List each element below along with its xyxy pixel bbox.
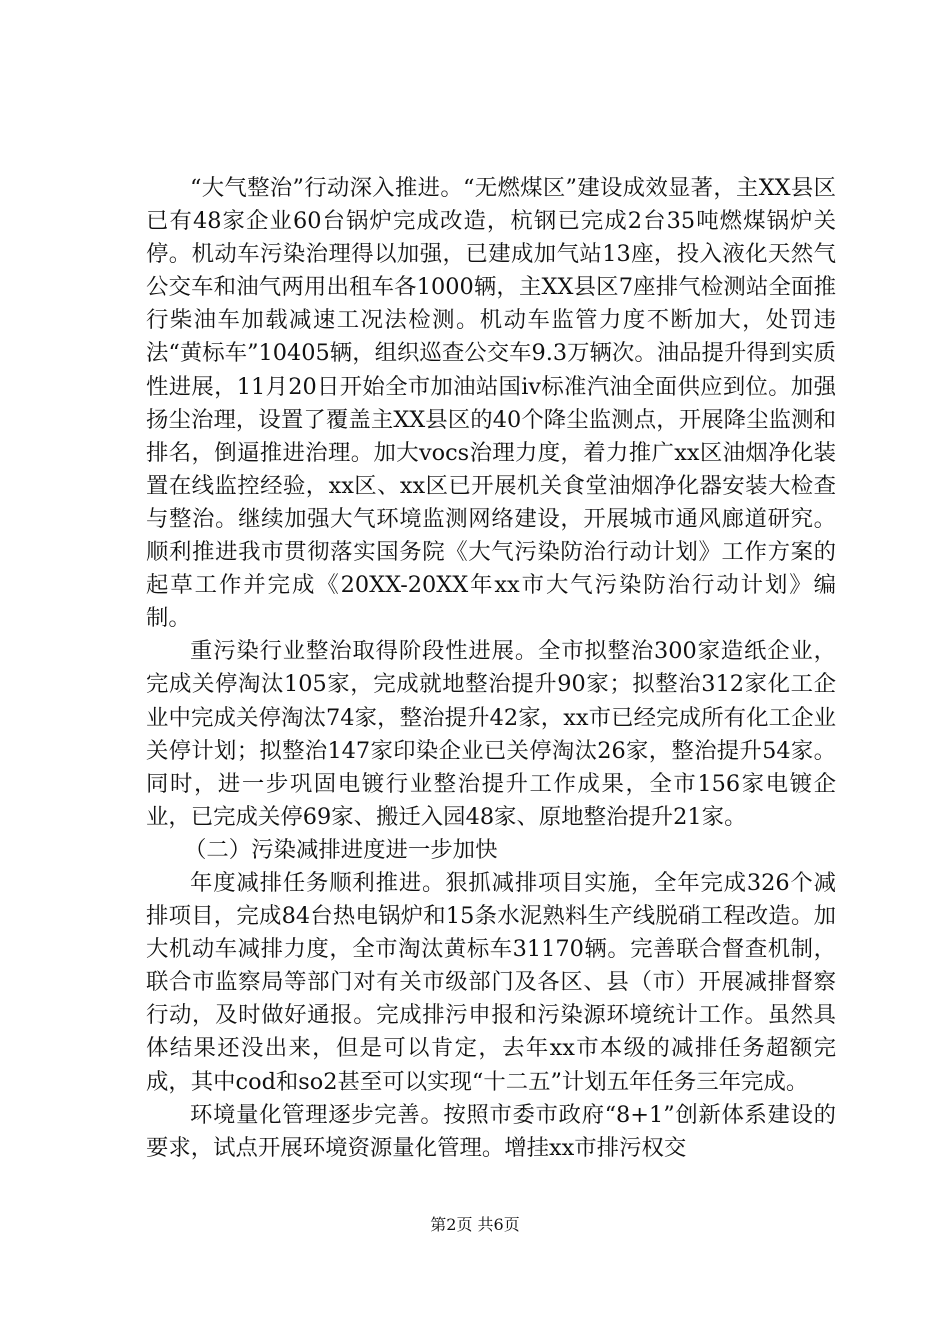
section-heading-emission-reduction: （二）污染减排进度进一步加快	[184, 836, 498, 863]
page-footer: 第2页 共6页	[430, 1215, 520, 1234]
paragraph-air-remediation: “大气整治”行动深入推进。“无燃煤区”建设成效显著，主XX县区已有48家企业60台锅炉完成改造，杭钢已完成2台35吨燃煤锅炉关停。机动车污染治理得以加强，已建成加气站13座，投入液化天然气公交车和油气两用出租车各1000辆，主XX县区7座排气检测站全面推行柴油车加载减速工况法检测。机动车监管力度不断加大，处罚违法“黄标车”10405辆，组织巡查公交车9.3万辆次。油品提升得到实质性进展，11月20日开始全市加油站国iv标准汽油全面供应到位。加强扬尘治理，设置了覆盖主XX县区的40个降尘监测点，开展降尘监测和排名，倒逼推进治理。加大vocs治理力度，着力推广xx区油烟净化装置在线监控经验，xx区、xx区已开展机关食堂油烟净化器安装大检查与整治。继续加强大气环境监测网络建设，开展城市通风廊道研究。顺利推进我市贯彻落实国务院《大气污染防治行动计划》工作方案的起草工作并完成《20XX-20XX年xx市大气污染防治行动计划》编制。	[146, 175, 836, 632]
paragraph-heavy-industry: 重污染行业整治取得阶段性进展。全市拟整治300家造纸企业，完成关停淘汰105家，完成就地整治提升90家；拟整治312家化工企业中完成关停淘汰74家，整治提升42家，xx市已经完成所有化工企业关停计划；拟整治147家印染企业已关停淘汰26家，整治提升54家。同时，进一步巩固电镀行业整治提升工作成果，全市156家电镀企业，已完成关停69家、搬迁入园48家、原地整治提升21家。	[146, 638, 836, 830]
paragraph-quantified-management: 环境量化管理逐步完善。按照市委市政府“8+1”创新体系建设的要求，试点开展环境资源量化管理。增挂xx市排污权交	[146, 1101, 836, 1161]
document-body	[146, 172, 836, 1165]
paragraph-annual-reduction: 年度减排任务顺利推进。狠抓减排项目实施，全年完成326个减排项目，完成84台热电锅炉和15条水泥熟料生产线脱硝工程改造。加大机动车减排力度，全市淘汰黄标车31170辆。完善联合督查机制，联合市监察局等部门对有关市级部门及各区、县（市）开展减排督察行动，及时做好通报。完成排污申报和污染源环境统计工作。虽然具体结果还没出来，但是可以肯定，去年xx市本级的减排任务超额完成，其中cod和so2甚至可以实现“十二五”计划五年任务三年完成。	[146, 869, 836, 1095]
